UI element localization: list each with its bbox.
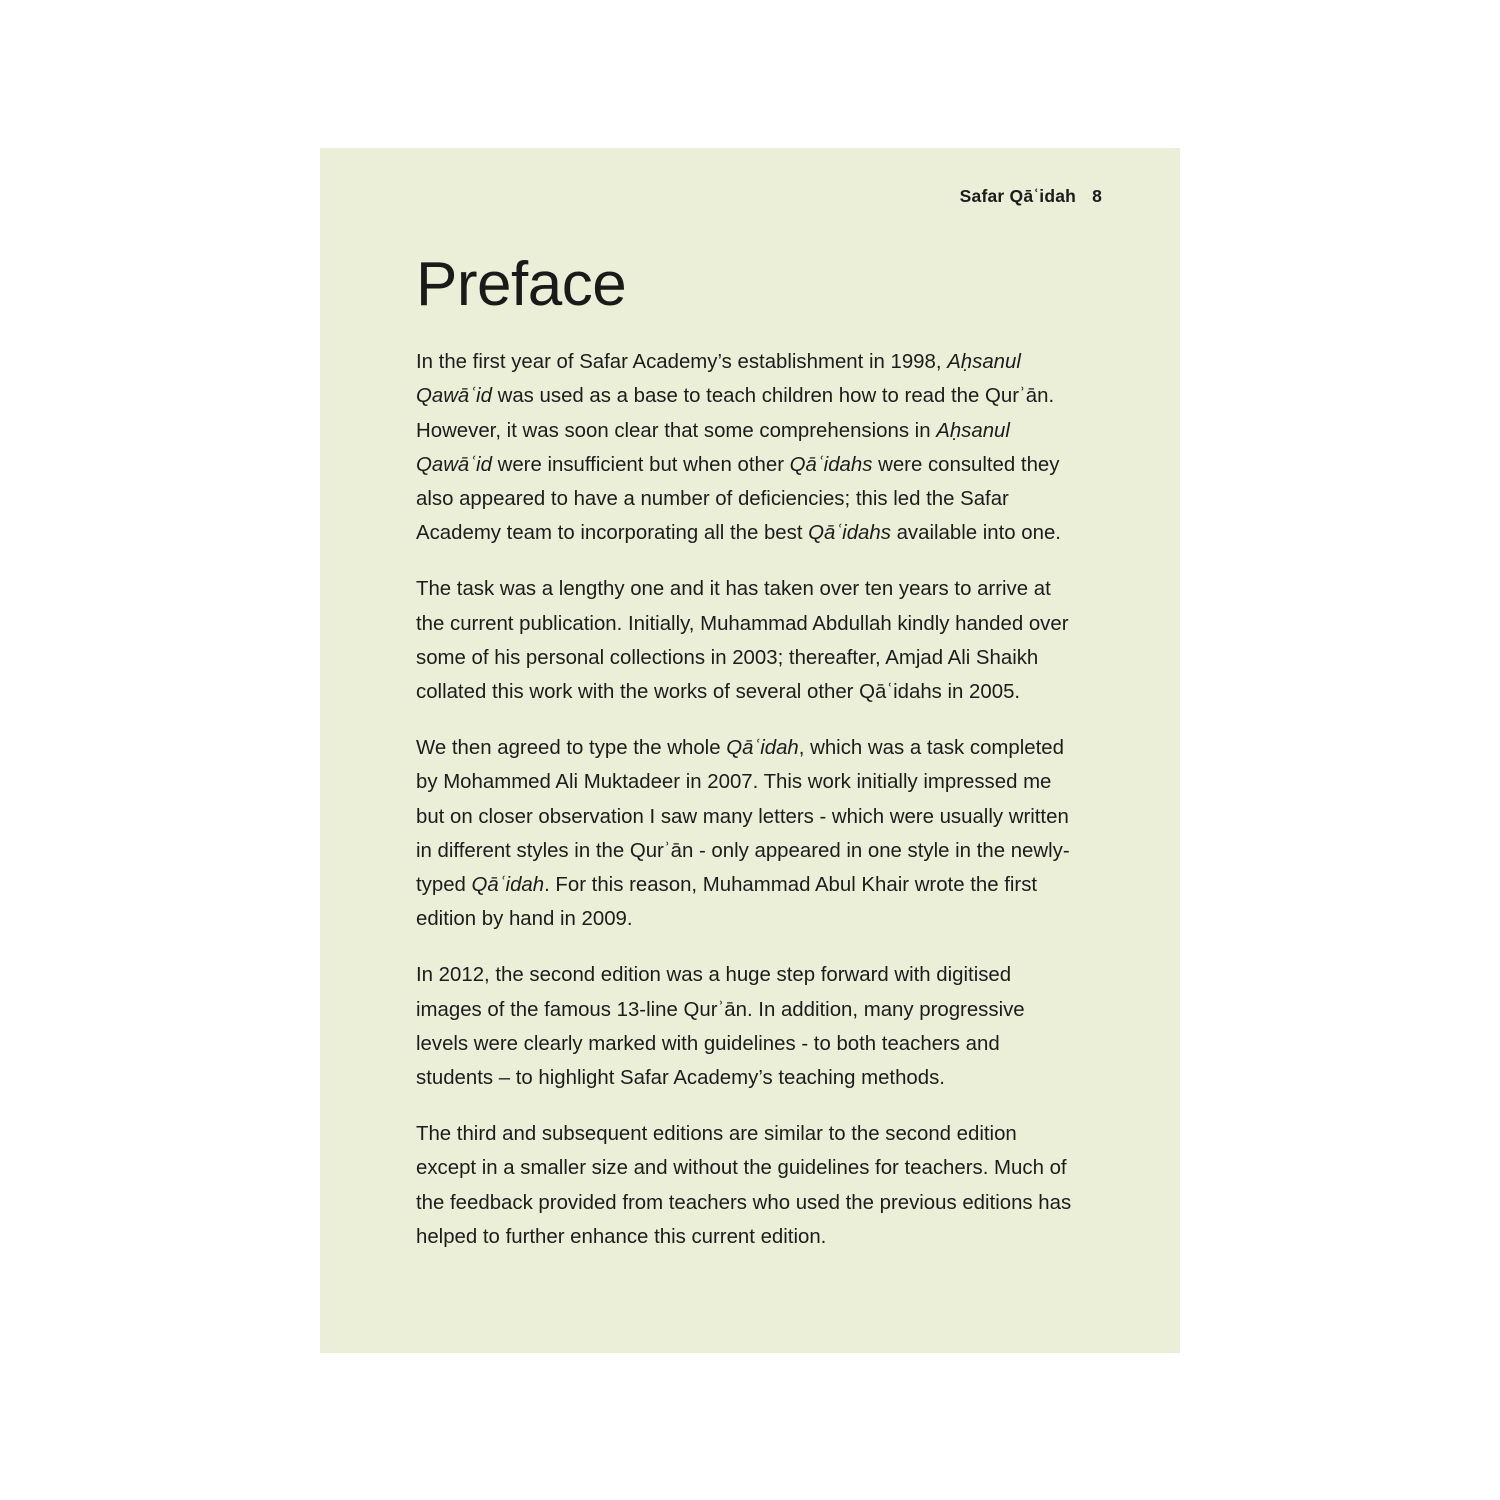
paragraph: We then agreed to type the whole Qāʿidah, which was a task completed by Mohammed Ali Muktadeer in 2007. This work initially impressed me but on closer observation I saw many letters - which were usually written in different styles in the Qurʾān - only appeared in one style in the newly-typed Qāʿidah. For this reason, Muhammad Abul Khair wrote the first edition by hand in 2009. <box>416 737 1070 931</box>
italic-term: Qāʿidahs <box>789 453 873 476</box>
running-head-title: Safar Qāʿidah <box>959 186 1077 206</box>
page-title: Preface <box>416 250 627 319</box>
paragraph: The third and subsequent editions are similar to the second edition except in a smaller size and without the guidelines for teachers. Much of the feedback provided from teachers who used the previous editions has helped to further enhance this current edition. <box>416 1123 1072 1248</box>
italic-term: Aḥsanul Qawāʿid <box>416 351 1021 408</box>
italic-term: Qāʿidahs <box>808 522 891 545</box>
body-text <box>416 345 1108 1254</box>
page-number: 8 <box>1092 186 1102 206</box>
running-head <box>416 184 1108 207</box>
italic-term: Qāʿidah <box>471 874 545 897</box>
paragraph: In the first year of Safar Academy’s establishment in 1998, Aḥsanul Qawāʿid was used as a base to teach children how to read the Qurʾān. However, it was soon clear that some comprehensions in Aḥsanul Qawāʿid were insufficient but when other Qāʿidahs were consulted they also appeared to have a number of deficiencies; this led the Safar Academy team to incorporating all the best Qāʿidahs available into one. <box>416 351 1061 545</box>
book-page <box>320 148 1180 1353</box>
paragraph: In 2012, the second edition was a huge step forward with digitised images of the famous 13-line Qurʾān. In addition, many progressive levels were clearly marked with guidelines - to both teachers and students – to highlight Safar Academy’s teaching methods. <box>416 964 1025 1090</box>
paragraph: The task was a lengthy one and it has taken over ten years to arrive at the current publication. Initially, Muhammad Abdullah kindly handed over some of his personal collections in 2003; thereafter, Amjad Ali Shaikh collated this work with the works of several other Qāʿidahs in 2005. <box>416 578 1069 704</box>
italic-term: Qāʿidah <box>726 737 799 760</box>
italic-term: Aḥsanul Qawāʿid <box>416 419 1010 476</box>
